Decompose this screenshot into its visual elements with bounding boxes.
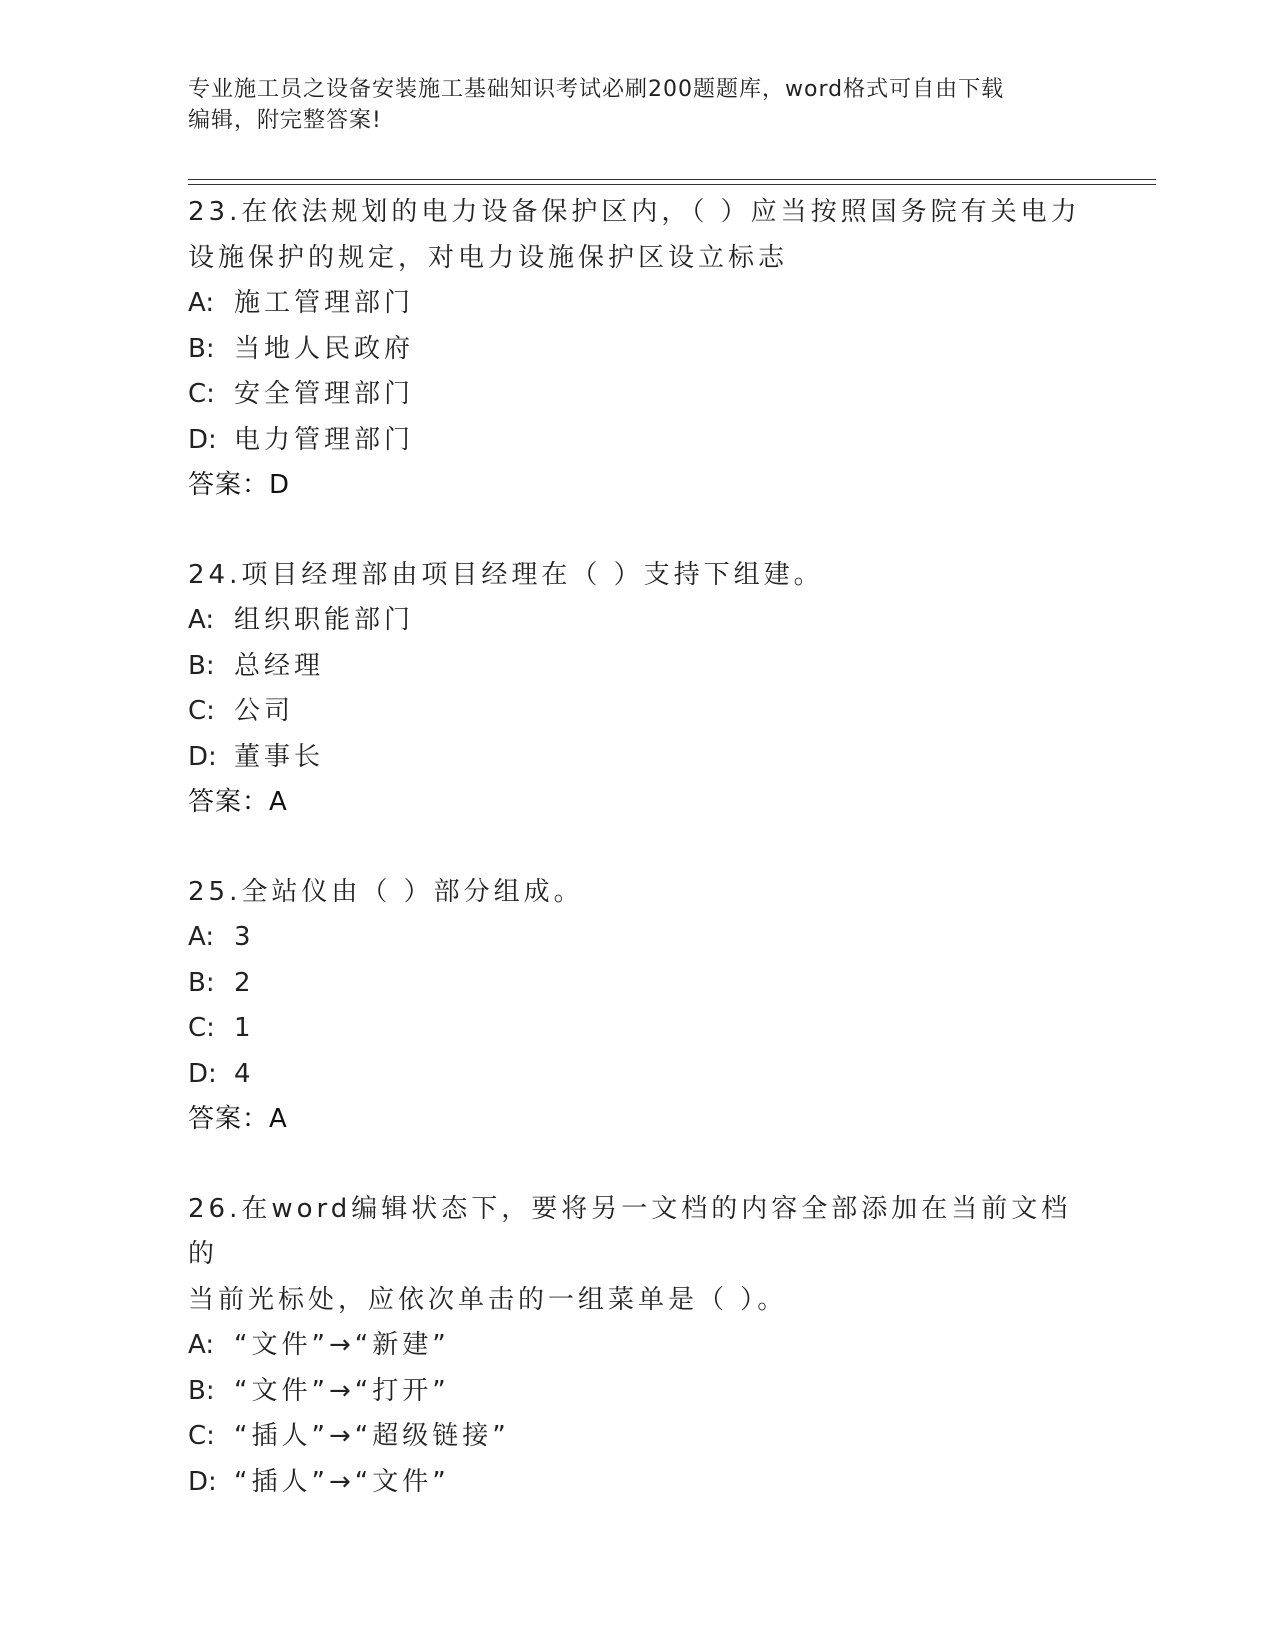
answer-line: 答案：A — [188, 787, 288, 817]
option-letter: B: — [188, 1375, 215, 1406]
option-letter: D: — [188, 1466, 217, 1497]
option-text: “插人”→“文件” — [234, 1466, 450, 1497]
option-a — [188, 598, 1088, 644]
option-text: 3 — [234, 922, 255, 952]
option-text: 总经理 — [234, 650, 325, 681]
option-text: “文件”→“新建” — [234, 1330, 450, 1360]
option-d — [188, 735, 1088, 781]
option-letter: C: — [188, 1421, 215, 1451]
option-text: 施工管理部门 — [234, 288, 415, 318]
question-stem — [188, 553, 1088, 599]
option-letter: D: — [188, 1058, 217, 1089]
option-text: 2 — [234, 967, 255, 998]
option-text: 公司 — [234, 696, 295, 726]
document-header — [188, 74, 1088, 136]
question-list — [188, 190, 1088, 1505]
option-text: 当地人民政府 — [234, 333, 415, 364]
stem-line: 25.全站仪由（ ）部分组成。 — [188, 876, 584, 907]
option-text: “文件”→“打开” — [234, 1375, 450, 1406]
option-letter: C: — [188, 696, 215, 726]
option-text: 4 — [234, 1058, 255, 1089]
question-stem — [188, 1187, 1088, 1324]
option-letter: B: — [188, 967, 215, 998]
option-c — [188, 1006, 1088, 1052]
question-25 — [188, 870, 1088, 1143]
option-letter: A: — [188, 922, 215, 952]
header-rule-top — [188, 179, 1156, 180]
option-d — [188, 1052, 1088, 1098]
question-24 — [188, 553, 1088, 826]
option-letter: A: — [188, 1330, 215, 1360]
option-text: 电力管理部门 — [234, 424, 415, 455]
answer-line: 答案：A — [188, 1104, 288, 1134]
option-a — [188, 1323, 1088, 1369]
option-text: 安全管理部门 — [234, 379, 415, 409]
option-letter: D: — [188, 424, 217, 455]
stem-line: 设施保护的规定，对电力设施保护区设立标志 — [188, 242, 789, 273]
option-a — [188, 281, 1088, 327]
option-b — [188, 961, 1088, 1007]
option-c — [188, 689, 1088, 735]
answer-line: 答案：D — [188, 470, 291, 500]
option-c — [188, 372, 1088, 418]
option-a — [188, 915, 1088, 961]
header-rule-bottom — [188, 184, 1156, 185]
option-b — [188, 1369, 1088, 1415]
header-line-1: 专业施工员之设备安装施工基础知识考试必刷200题题库，word格式可自由下载 — [188, 77, 1005, 102]
option-letter: A: — [188, 288, 215, 318]
option-text: 1 — [234, 1013, 255, 1043]
option-letter: D: — [188, 741, 217, 772]
question-stem — [188, 870, 1088, 916]
stem-line: 23.在依法规划的电力设备保护区内，（ ）应当按照国务院有关电力 — [188, 197, 1081, 227]
question-stem — [188, 190, 1088, 281]
header-line-2: 编辑，附完整答案! — [188, 108, 382, 133]
option-text: 董事长 — [234, 741, 325, 772]
option-b — [188, 644, 1088, 690]
stem-line: 26.在word编辑状态下，要将另一文档的内容全部添加在当前文档的 — [188, 1193, 1072, 1269]
option-letter: B: — [188, 333, 215, 364]
question-23 — [188, 190, 1088, 509]
option-letter: C: — [188, 1013, 215, 1043]
option-text: “插人”→“超级链接” — [234, 1421, 510, 1451]
stem-line: 当前光标处，应依次单击的一组菜单是（ ）。 — [188, 1284, 788, 1315]
option-text: 组织职能部门 — [234, 605, 415, 635]
option-letter: A: — [188, 605, 215, 635]
stem-line: 24.项目经理部由项目经理在（ ）支持下组建。 — [188, 559, 824, 590]
option-letter: C: — [188, 379, 215, 409]
question-26 — [188, 1187, 1088, 1506]
option-c — [188, 1414, 1088, 1460]
option-d — [188, 1460, 1088, 1506]
option-b — [188, 327, 1088, 373]
option-d — [188, 418, 1088, 464]
option-letter: B: — [188, 650, 215, 681]
